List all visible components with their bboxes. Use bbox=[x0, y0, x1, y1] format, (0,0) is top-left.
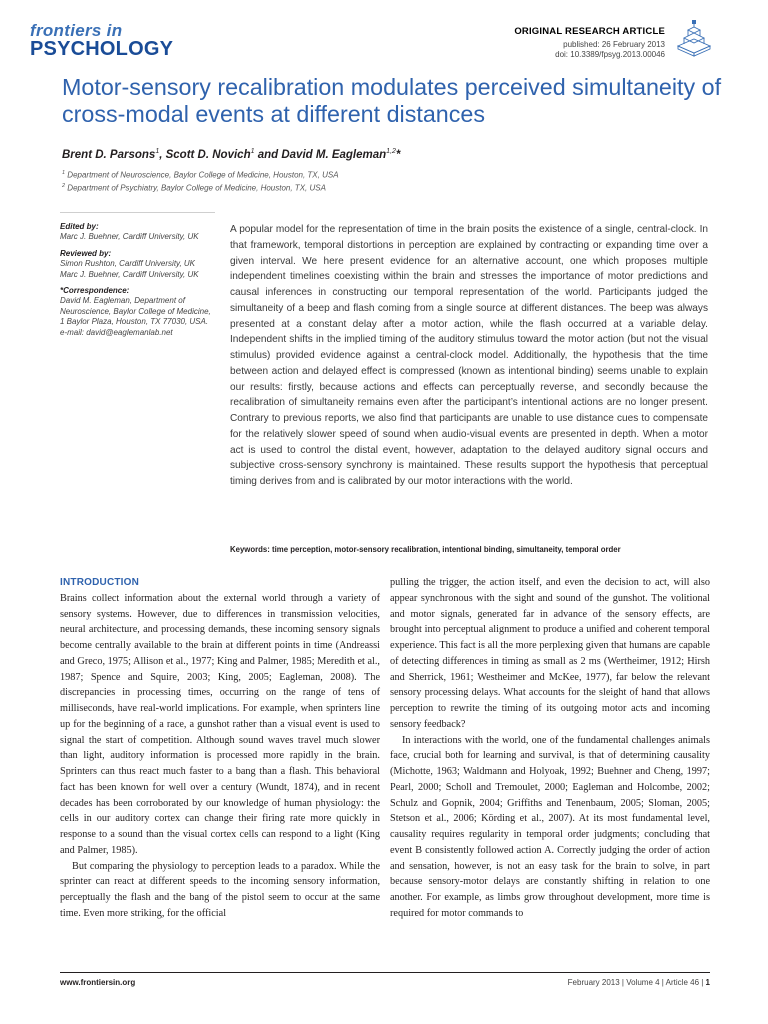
author-3: David M. Eagleman bbox=[281, 148, 387, 161]
correspondence-email[interactable]: e-mail: david@eaglemanlab.net bbox=[60, 327, 173, 337]
published-date: published: 26 February 2013 bbox=[563, 40, 665, 49]
body-column-right bbox=[390, 575, 710, 922]
footer-citation: February 2013 | Volume 4 | Article 46 | 1 bbox=[567, 978, 710, 987]
journal-name-line2: PSYCHOLOGY bbox=[30, 38, 174, 60]
reviewer: Simon Rushton, Cardiff University, UK bbox=[60, 259, 196, 269]
article-type: ORIGINAL RESEARCH ARTICLE bbox=[514, 26, 665, 37]
article-title: Motor-sensory recalibration modulates perceived simultaneity of cross-modal events at different distances bbox=[62, 74, 722, 127]
paragraph: Brains collect information about the external world through a variety of sensory systems. However, due to differences in transmission velocities, neural architecture, and processing demands, these incoming sensory signals become centrally available to the brain at different points in time (Andreassi and Greco, 1975; Allison et al., 1977; King and Palmer, 1985; Meredith et al., 1987; Spence and Squire, 2003; King, 2005; Eagleman, 2008). The discrepancies in processing times, occurring on the range of tens of milliseconds, have real-world implications. For example, when sprinters line up for the beginning of a race, a gunshot rather than a visual event is used to signal the start of competition. Although sound waves travel much slower than light, auditory information is processed more rapidly in the brain. Sprinters can thus react much faster to a bang than a flash. This behavioral fact has been known for well over a century (Wundt, 1874), and in recent decades has been corroborated by our knowledge of human physiology: the cells in our auditory cortex can change their firing rate more quickly in response to a sound than the visual cortex cells can respond to a light (King and Palmer, 1985). bbox=[60, 592, 380, 856]
divider bbox=[60, 212, 215, 213]
correspondence-label: *Correspondence: bbox=[60, 286, 130, 296]
reviewer: Marc J. Buehner, Cardiff University, UK bbox=[60, 269, 199, 279]
page-number: 1 bbox=[705, 978, 710, 987]
author-list: Brent D. Parsons$^1$, Scott D. Novich$^1$ and David M. Eagleman$^{1,2}$* bbox=[62, 148, 401, 161]
reviewed-by-label: Reviewed by: bbox=[60, 248, 112, 258]
doi: doi: 10.3389/fpsyg.2013.00046 bbox=[555, 50, 665, 59]
affiliation: $^1$ Department of Neuroscience, Baylor College of Medicine, Houston, TX, USA bbox=[62, 170, 339, 180]
affiliation: $^2$ Department of Psychiatry, Baylor College of Medicine, Houston, TX, USA bbox=[62, 183, 326, 193]
journal-emblem-icon bbox=[672, 18, 716, 58]
author-1: Brent D. Parsons bbox=[62, 148, 156, 161]
paragraph: In interactions with the world, one of the fundamental challenges animals face, crucial both for learning and survival, is that of determining causality (Michotte, 1963; Waldmann and Holyoak, 1992; Buehner and Cheng, 1997; Pearl, 2000; Scholl and Tremoulet, 2000; Eagleman and Holcombe, 2002; Schulz and Gopnik, 2004; Griffiths and Tenenbaum, 2005; Sloman, 2005; Stetson et al., 2006; Körding et al., 2007). At its most fundamental level, causality requires regularity in temporal order judgments; concluding that event B consistently followed action A. Correctly judging the order of action and sensation, however, is not an easy task for the brain to solve, in part because sensory-motor delays are constantly shifting in relation to one another. For example, as limbs grow throughout development, more time is required for motor commands to bbox=[390, 734, 710, 919]
publication-info bbox=[555, 40, 665, 60]
journal-name-line1: frontiers in bbox=[30, 21, 123, 40]
editorial-info bbox=[60, 222, 215, 338]
section-heading: INTRODUCTION bbox=[60, 577, 140, 588]
correspondence-address: David M. Eagleman, Department of Neuroscience, Baylor College of Medicine, 1 Baylor Plaza, Houston, TX 77030, USA. bbox=[60, 296, 211, 327]
author-2: Scott D. Novich bbox=[165, 148, 251, 161]
paragraph: pulling the trigger, the action itself, and even the decision to act, will also appear synchronous with the sight and sound of the gunshot. The volitional and motor signals, generated far in advance of the sensory effects, are brought into perceptual alignment to produce a unified and coherent temporal experience. This fact is all the more perplexing given that humans are capable of detecting differences in timing as small as 2 ms (Wertheimer, 1912; Hirsh and Sherrick, 1961; Westheimer and McKee, 1977), far below the relevant sensory processing delays. What accounts for the sleight of hand that allows perception to rewrite the timing of its outgoing motor acts and incoming sensory feedback? bbox=[390, 577, 710, 730]
footer-website[interactable]: www.frontiersin.org bbox=[60, 978, 136, 987]
keywords: Keywords: time perception, motor-sensory recalibration, intentional binding, simultaneity, temporal order bbox=[230, 545, 621, 554]
journal-logo bbox=[30, 22, 173, 60]
editor: Marc J. Buehner, Cardiff University, UK bbox=[60, 232, 199, 242]
body-column-left bbox=[60, 575, 380, 922]
footer-divider bbox=[60, 972, 710, 973]
abstract: A popular model for the representation of time in the brain posits the existence of a single, central-clock. In that framework, temporal distortions in perception are explained by contracting or expanding time over a given interval. We here present evidence for an alternative account, one which proposes multiple independent timelines coexisting within the brain and stresses the importance of motor predictions and causal inferences in constructing our temporal representation of the world. Participants judged the simultaneity of a beep and flash coming from a single source at different distances. The beep was always presented at a constant delay after a motor action, while the flash occurred at a variable delay. Independent shifts in the implied timing of the auditory stimulus toward the motor action (but not the visual stimulus) provided evidence against a central-clock model. Additionally, the hypothesis that the time between action and delayed effect is compressed (known as intentional binding) seems unable to explain our results: firstly, because actions and effects can perceptually reverse, and secondly because the recalibration of simultaneity remains even after the participant’s intentional actions are no longer present. Contrary to previous reports, we also find that participants are unable to use distance cues to compensate for the relatively slower speed of sound when audio-visual events are presented in depth. When a motor act is used to control the distal event, however, adaptation to the delayed auditory signal occurs and subjective cross-sensory synchrony is maintained. These results support the hypothesis that perceptual timing derives from and is calibrated by our motor interactions with the world. bbox=[230, 224, 708, 487]
paragraph: But comparing the physiology to perception leads to a paradox. While the sprinter can react at different speeds to the incoming sensory information, perceptually the flash and the bang of the pistol seem to occur at the same time. Even more striking, for the official bbox=[60, 860, 380, 919]
edited-by-label: Edited by: bbox=[60, 222, 99, 231]
